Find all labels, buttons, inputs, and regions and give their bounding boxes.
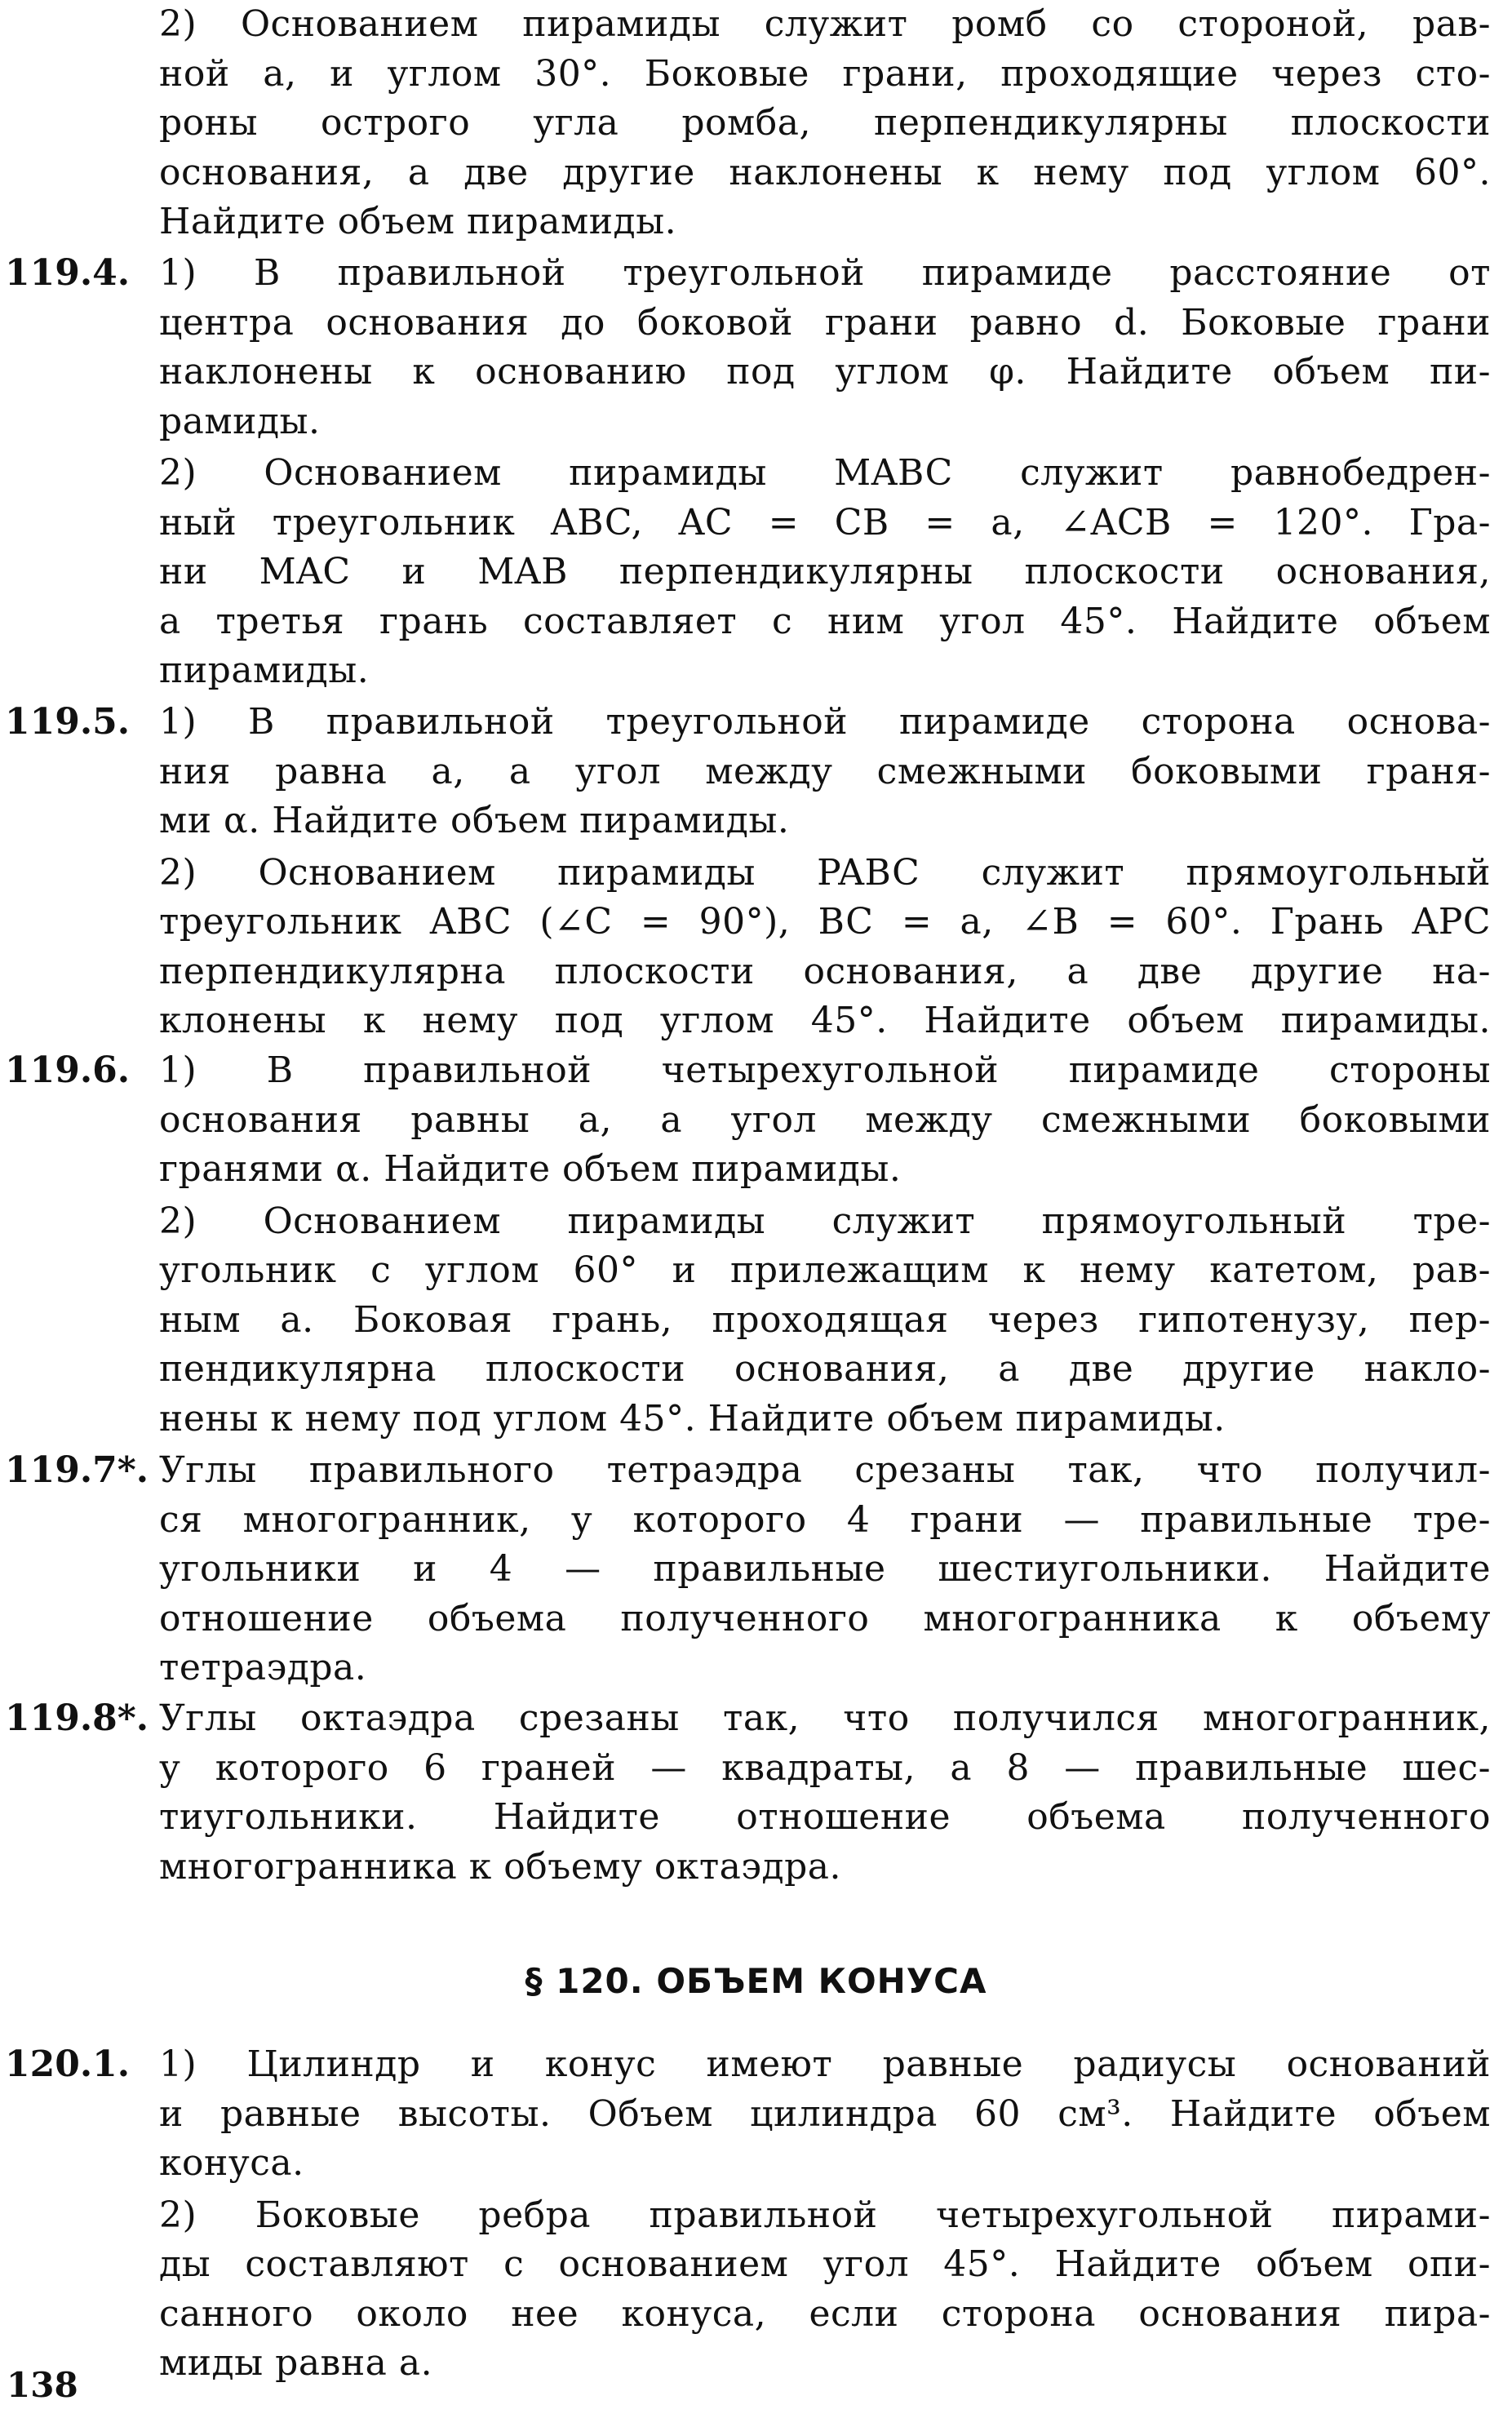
problem-part xyxy=(159,1197,1491,1444)
text-line: 1) В правильной треугольной пирамиде расстояние от xyxy=(159,252,1491,294)
text-line: основания равны a, а угол между смежными боковыми xyxy=(159,1098,1491,1141)
problem-part xyxy=(159,2191,1491,2389)
problem-number: 120.1. xyxy=(5,2043,131,2085)
text-line: Углы октаэдра срезаны так, что получился многогранник, xyxy=(159,1697,1491,1739)
text-line: Найдите объем пирамиды. xyxy=(159,201,677,242)
text-line: роны острого угла ромба, перпендикулярны плоскости xyxy=(159,102,1491,144)
text-line: ды составляют с основанием угол 45°. Найдите объем опи- xyxy=(159,2243,1491,2285)
text-line: и равные высоты. Объем цилиндра 60 см³. Найдите объем xyxy=(159,2092,1491,2135)
text-line: ни MAC и MAB перпендикулярны плоскости основания, xyxy=(159,551,1491,592)
problem-part xyxy=(159,1694,1491,1892)
text-line: нены к нему под углом 45°. Найдите объем пирамиды. xyxy=(159,1397,1226,1440)
text-line: 2) Основанием пирамиды служит прямоугольный тре- xyxy=(159,1200,1491,1242)
problem-number: 119.5. xyxy=(5,701,131,743)
text-line: ния равна a, а угол между смежными боковыми граня- xyxy=(159,750,1491,792)
text-line: Углы правильного тетраэдра срезаны так, что получил- xyxy=(159,1449,1491,1491)
text-line: перпендикулярна плоскости основания, а две другие на- xyxy=(159,950,1491,992)
problem-number: 119.8*. xyxy=(5,1697,149,1739)
section-heading: § 120. ОБЪЕМ КОНУСА xyxy=(525,1961,987,2001)
problem-number: 119.6. xyxy=(5,1049,131,1091)
text-line: ным a. Боковая грань, проходящая через гипотенузу, пер- xyxy=(159,1298,1491,1341)
problem-number: 119.7*. xyxy=(5,1449,149,1491)
text-line: 2) Основанием пирамиды PABC служит прямоугольный xyxy=(159,851,1491,894)
text-line: тетраэдра. xyxy=(159,1647,367,1688)
text-line: 1) Цилиндр и конус имеют равные радиусы оснований xyxy=(159,2043,1491,2085)
text-line: угольники и 4 — правильные шестиугольники. Найдите xyxy=(159,1548,1491,1590)
text-line: наклонены к основанию под углом φ. Найдите объем пи- xyxy=(159,351,1491,393)
problem-part xyxy=(159,1046,1491,1195)
text-line: санного около нее конуса, если сторона основания пира- xyxy=(159,2292,1491,2335)
text-line: гранями α. Найдите объем пирамиды. xyxy=(159,1148,902,1190)
text-line: миды равна a. xyxy=(159,2342,433,2384)
text-line: пендикулярна плоскости основания, а две другие накло- xyxy=(159,1348,1491,1390)
text-line: а третья грань составляет с ним угол 45°. Найдите объем xyxy=(159,600,1491,642)
text-line: конуса. xyxy=(159,2142,304,2184)
problem-part xyxy=(159,698,1491,846)
text-line: клонены к нему под углом 45°. Найдите объем пирамиды. xyxy=(159,1000,1491,1041)
problem-part xyxy=(159,2040,1491,2189)
text-line: треугольник ABC (∠C = 90°), BC = a, ∠B = 60°. Грань APC xyxy=(159,901,1491,943)
text-line: пирамиды. xyxy=(159,650,370,691)
text-line: рамиды. xyxy=(159,400,321,442)
problem-part xyxy=(159,0,1491,247)
text-line: ся многогранник, у которого 4 грани — правильные тре- xyxy=(159,1498,1491,1541)
text-line: у которого 6 граней — квадраты, а 8 — правильные шес- xyxy=(159,1746,1491,1789)
text-line: 2) Основанием пирамиды служит ромб со стороной, рав- xyxy=(159,3,1491,45)
text-line: ный треугольник ABC, AC = CB = a, ∠ACB = 120°. Гра- xyxy=(159,501,1491,544)
text-line: центра основания до боковой грани равно d. Боковые грани xyxy=(159,301,1491,344)
text-line: 2) Основанием пирамиды MABC служит равнобедрен- xyxy=(159,452,1491,494)
page-number: 138 xyxy=(7,2365,78,2405)
text-line: тиугольники. Найдите отношение объема полученного xyxy=(159,1796,1491,1838)
text-line: многогранника к объему октаэдра. xyxy=(159,1845,842,1888)
problem-part xyxy=(159,449,1491,696)
text-line: 1) В правильной треугольной пирамиде сторона основа- xyxy=(159,701,1491,743)
text-line: 1) В правильной четырехугольной пирамиде стороны xyxy=(159,1049,1491,1091)
problem-part xyxy=(159,249,1491,446)
problem-part xyxy=(159,1446,1491,1693)
text-line: отношение объема полученного многогранника к объему xyxy=(159,1597,1491,1639)
problem-part xyxy=(159,849,1491,1046)
problem-number: 119.4. xyxy=(5,252,131,294)
text-line: основания, а две другие наклонены к нему под углом 60°. xyxy=(159,151,1491,193)
text-line: ми α. Найдите объем пирамиды. xyxy=(159,800,790,841)
text-line: 2) Боковые ребра правильной четырехугольной пирами- xyxy=(159,2194,1491,2236)
text-line: угольник с углом 60° и прилежащим к нему катетом, рав- xyxy=(159,1249,1491,1291)
text-line: ной a, и углом 30°. Боковые грани, проходящие через сто- xyxy=(159,52,1491,95)
